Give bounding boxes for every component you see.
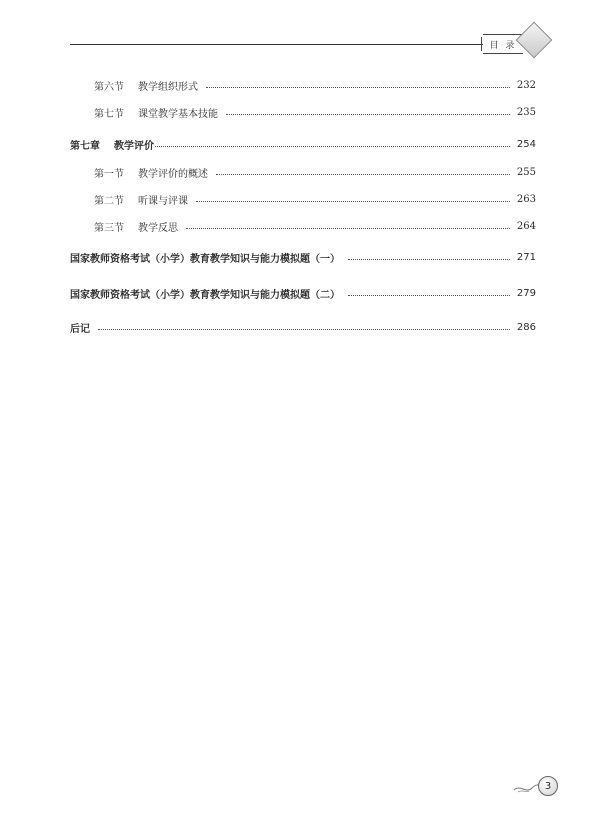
toc-entry-title: 教学评价的概述 — [138, 168, 208, 180]
toc-entry-title: 国家教师资格考试（小学）教育教学知识与能力模拟题（二） — [70, 289, 340, 301]
toc-entry-title: 课堂教学基本技能 — [138, 108, 218, 120]
toc-entry-mock-exam-2[interactable] — [70, 285, 536, 301]
dot-leader — [348, 294, 510, 296]
toc-entry-page: 235 — [516, 106, 536, 118]
toc-entry-title: 听课与评课 — [138, 195, 188, 207]
toc-entry-title: 教学反思 — [138, 222, 178, 234]
header-tag-label: 目 录 — [489, 40, 517, 51]
toc-entry-title: 教学评价 — [114, 140, 154, 152]
dot-leader — [216, 173, 510, 175]
dot-leader — [206, 86, 510, 88]
dot-leader — [98, 328, 510, 330]
header-rule — [70, 44, 488, 45]
dot-leader — [348, 258, 510, 260]
toc-entry-chapter-7[interactable] — [70, 136, 536, 152]
toc-entry-number: 第一节 — [94, 168, 124, 180]
toc-entry-title: 教学组织形式 — [138, 81, 198, 93]
dot-leader — [155, 145, 510, 147]
toc-entry-number: 第七章 — [70, 140, 100, 152]
toc-entry-title: 后记 — [70, 323, 90, 335]
page-number: 3 — [544, 780, 552, 792]
dot-leader — [186, 227, 510, 229]
toc-entry-section-7-2[interactable] — [94, 191, 536, 207]
toc-entry-page: 263 — [516, 193, 536, 205]
toc-entry-page: 255 — [516, 166, 536, 178]
toc-entry-page: 286 — [516, 321, 536, 333]
toc-entry-number: 第六节 — [94, 81, 124, 93]
toc-entry-postscript[interactable] — [70, 319, 536, 335]
toc-entry-section-7-3[interactable] — [94, 218, 536, 234]
toc-entry-number: 第七节 — [94, 108, 124, 120]
page-number-badge — [538, 776, 558, 796]
toc-entry-number: 第三节 — [94, 222, 124, 234]
toc-entry-page: 271 — [516, 251, 536, 263]
toc-entry-number: 第二节 — [94, 195, 124, 207]
toc-entry-page: 264 — [516, 220, 536, 232]
toc-entry-page: 254 — [516, 138, 536, 150]
toc-entry-page: 232 — [516, 79, 536, 91]
toc-entry-page: 279 — [516, 287, 536, 299]
dot-leader — [196, 200, 510, 202]
toc-entry-section-7-1[interactable] — [94, 164, 536, 180]
dot-leader — [226, 113, 510, 115]
toc-entry-section-7[interactable] — [94, 104, 536, 120]
toc-entry-title: 国家教师资格考试（小学）教育教学知识与能力模拟题（一） — [70, 253, 340, 265]
toc-entry-section-6[interactable] — [94, 77, 536, 93]
toc-entry-mock-exam-1[interactable] — [70, 249, 536, 265]
